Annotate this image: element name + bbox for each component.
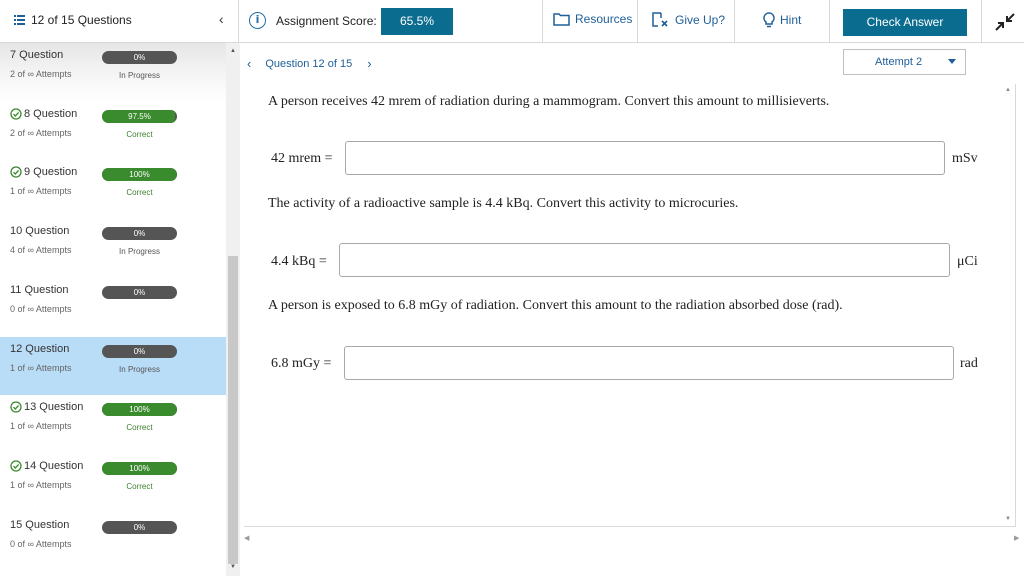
sidebar-question-title <box>10 49 63 61</box>
answer-input-uci[interactable] <box>339 243 950 277</box>
sidebar-question-status: In Progress <box>119 71 160 80</box>
progress-bar <box>102 168 177 181</box>
info-icon[interactable]: i <box>249 12 266 29</box>
attempt-select[interactable] <box>843 49 966 75</box>
hint-label: Hint <box>780 13 802 27</box>
folder-icon <box>553 12 570 26</box>
sidebar-question-status: Correct <box>126 423 153 432</box>
sidebar-question-item[interactable] <box>0 160 226 218</box>
sidebar-question-status: Correct <box>126 130 153 139</box>
progress-percent: 0% <box>133 288 146 297</box>
sidebar-question-title <box>10 225 69 237</box>
attempt-label: Attempt 2 <box>875 56 923 68</box>
progress-percent: 100% <box>129 170 150 179</box>
sidebar-question-title <box>10 284 69 296</box>
scroll-up-arrow-icon[interactable]: ▲ <box>1005 87 1011 93</box>
list-icon <box>14 15 25 25</box>
answer-lhs: 42 mrem = <box>271 151 333 166</box>
divider <box>829 0 830 43</box>
progress-percent: 0% <box>133 53 146 62</box>
sidebar-question-item[interactable] <box>0 337 226 395</box>
sidebar-question-attempts: 1 of ∞ Attempts <box>10 363 72 373</box>
scroll-right-arrow-icon[interactable]: ▶ <box>1014 535 1020 542</box>
progress-percent: 0% <box>133 523 146 532</box>
divider <box>981 0 982 43</box>
collapse-arrows-icon[interactable] <box>995 13 1015 31</box>
give-up-label: Give Up? <box>675 13 726 27</box>
sidebar-scroll-thumb[interactable] <box>228 256 238 564</box>
sidebar-question-attempts: 2 of ∞ Attempts <box>10 69 72 79</box>
sidebar-question-attempts: 1 of ∞ Attempts <box>10 480 72 490</box>
give-up-button[interactable] <box>652 12 725 28</box>
next-question-chevron-icon[interactable]: › <box>367 56 372 71</box>
sidebar-question-title <box>10 401 83 413</box>
scroll-up-arrow-icon[interactable]: ▲ <box>230 48 236 54</box>
question-prompt: A person is exposed to 6.8 mGy of radiation. Convert this amount to the radiation absorbed dose (rad). <box>268 298 843 313</box>
sidebar-question-label: 15 Question <box>10 519 70 531</box>
assignment-score-badge: 65.5% <box>381 8 453 35</box>
sidebar-question-item[interactable] <box>0 278 226 336</box>
progress-percent: 0% <box>133 347 146 356</box>
question-nav-label: Question 12 of 15 <box>265 57 353 70</box>
progress-percent: 97.5% <box>128 112 151 121</box>
progress-bar <box>102 286 177 299</box>
sidebar-question-item[interactable] <box>0 43 226 101</box>
sidebar-question-status: In Progress <box>119 247 160 256</box>
progress-percent: 0% <box>133 229 146 238</box>
sidebar-question-title <box>10 519 69 531</box>
scroll-down-arrow-icon[interactable]: ▼ <box>1005 516 1011 522</box>
progress-bar <box>102 110 177 123</box>
question-list-toggle[interactable] <box>14 13 132 27</box>
collapse-sidebar-chevron-icon[interactable]: ‹ <box>219 11 224 27</box>
check-circle-icon <box>10 166 22 178</box>
question-prompt: A person receives 42 mrem of radiation during a mammogram. Convert this amount to millisieverts. <box>268 94 830 109</box>
answer-input-rad[interactable] <box>344 346 954 380</box>
sidebar-question-attempts: 0 of ∞ Attempts <box>10 304 72 314</box>
sidebar-question-item[interactable] <box>0 219 226 277</box>
check-circle-icon <box>10 108 22 120</box>
sidebar-question-label: 8 Question <box>24 108 78 120</box>
resources-label: Resources <box>575 12 633 26</box>
sidebar-question-status: In Progress <box>119 365 160 374</box>
sidebar-question-title <box>10 343 69 355</box>
sidebar-question-status: Correct <box>126 188 153 197</box>
progress-bar <box>102 521 177 534</box>
sidebar-question-title <box>10 166 77 178</box>
answer-input-msv[interactable] <box>345 141 945 175</box>
caret-down-icon <box>948 59 956 64</box>
sidebar-question-item[interactable] <box>0 102 226 160</box>
resources-button[interactable] <box>553 12 632 26</box>
progress-bar <box>102 227 177 240</box>
give-up-icon <box>652 12 670 28</box>
progress-bar <box>102 345 177 358</box>
question-content <box>244 84 1016 527</box>
scroll-down-arrow-icon[interactable]: ▼ <box>230 564 236 570</box>
sidebar-question-label: 9 Question <box>24 166 78 178</box>
scroll-left-arrow-icon[interactable]: ◀ <box>244 535 250 542</box>
question-prompt: The activity of a radioactive sample is 4.4 kBq. Convert this activity to microcuries. <box>268 196 739 211</box>
sidebar-question-label: 14 Question <box>24 460 84 472</box>
progress-bar <box>102 51 177 64</box>
answer-lhs: 4.4 kBq = <box>271 254 327 269</box>
progress-bar <box>102 462 177 475</box>
check-circle-icon <box>10 460 22 472</box>
divider <box>238 0 239 43</box>
assignment-score-label: Assignment Score: <box>276 14 377 28</box>
sidebar-question-attempts: 1 of ∞ Attempts <box>10 421 72 431</box>
content-scrollbar[interactable] <box>1003 84 1015 527</box>
check-circle-icon <box>10 401 22 413</box>
sidebar-question-item[interactable] <box>0 454 226 512</box>
sidebar-question-label: 7 Question <box>10 49 64 61</box>
sidebar-question-attempts: 1 of ∞ Attempts <box>10 186 72 196</box>
divider <box>542 0 543 43</box>
sidebar-question-attempts: 0 of ∞ Attempts <box>10 539 72 549</box>
answer-lhs: 6.8 mGy = <box>271 356 332 371</box>
sidebar-question-status: Correct <box>126 482 153 491</box>
sidebar-question-label: 13 Question <box>24 401 84 413</box>
answer-unit: mSv <box>952 151 978 166</box>
divider <box>637 0 638 43</box>
progress-percent: 100% <box>129 464 150 473</box>
sidebar-question-title <box>10 460 83 472</box>
sidebar-question-item[interactable] <box>0 513 226 571</box>
lightbulb-icon <box>763 12 775 28</box>
question-sidebar <box>0 43 226 576</box>
hint-button[interactable] <box>763 12 801 28</box>
question-navigation <box>247 56 372 71</box>
progress-bar <box>102 403 177 416</box>
sidebar-question-label: 11 Question <box>10 284 69 296</box>
top-bar <box>0 0 1024 43</box>
progress-percent: 100% <box>129 405 150 414</box>
sidebar-question-item[interactable] <box>0 395 226 453</box>
sidebar-question-title <box>10 108 77 120</box>
sidebar-question-label: 10 Question <box>10 225 70 237</box>
answer-unit: rad <box>960 356 978 371</box>
sidebar-scrollbar[interactable] <box>226 43 240 576</box>
answer-unit: μCi <box>957 254 978 269</box>
content-horizontal-scrollbar[interactable] <box>240 531 1024 547</box>
previous-question-chevron-icon[interactable]: ‹ <box>247 56 252 71</box>
sidebar-question-attempts: 2 of ∞ Attempts <box>10 128 72 138</box>
check-answer-button[interactable]: Check Answer <box>843 9 967 36</box>
question-count: 12 of 15 Questions <box>31 13 132 27</box>
sidebar-question-label: 12 Question <box>10 343 70 355</box>
sidebar-question-attempts: 4 of ∞ Attempts <box>10 245 72 255</box>
divider <box>734 0 735 43</box>
